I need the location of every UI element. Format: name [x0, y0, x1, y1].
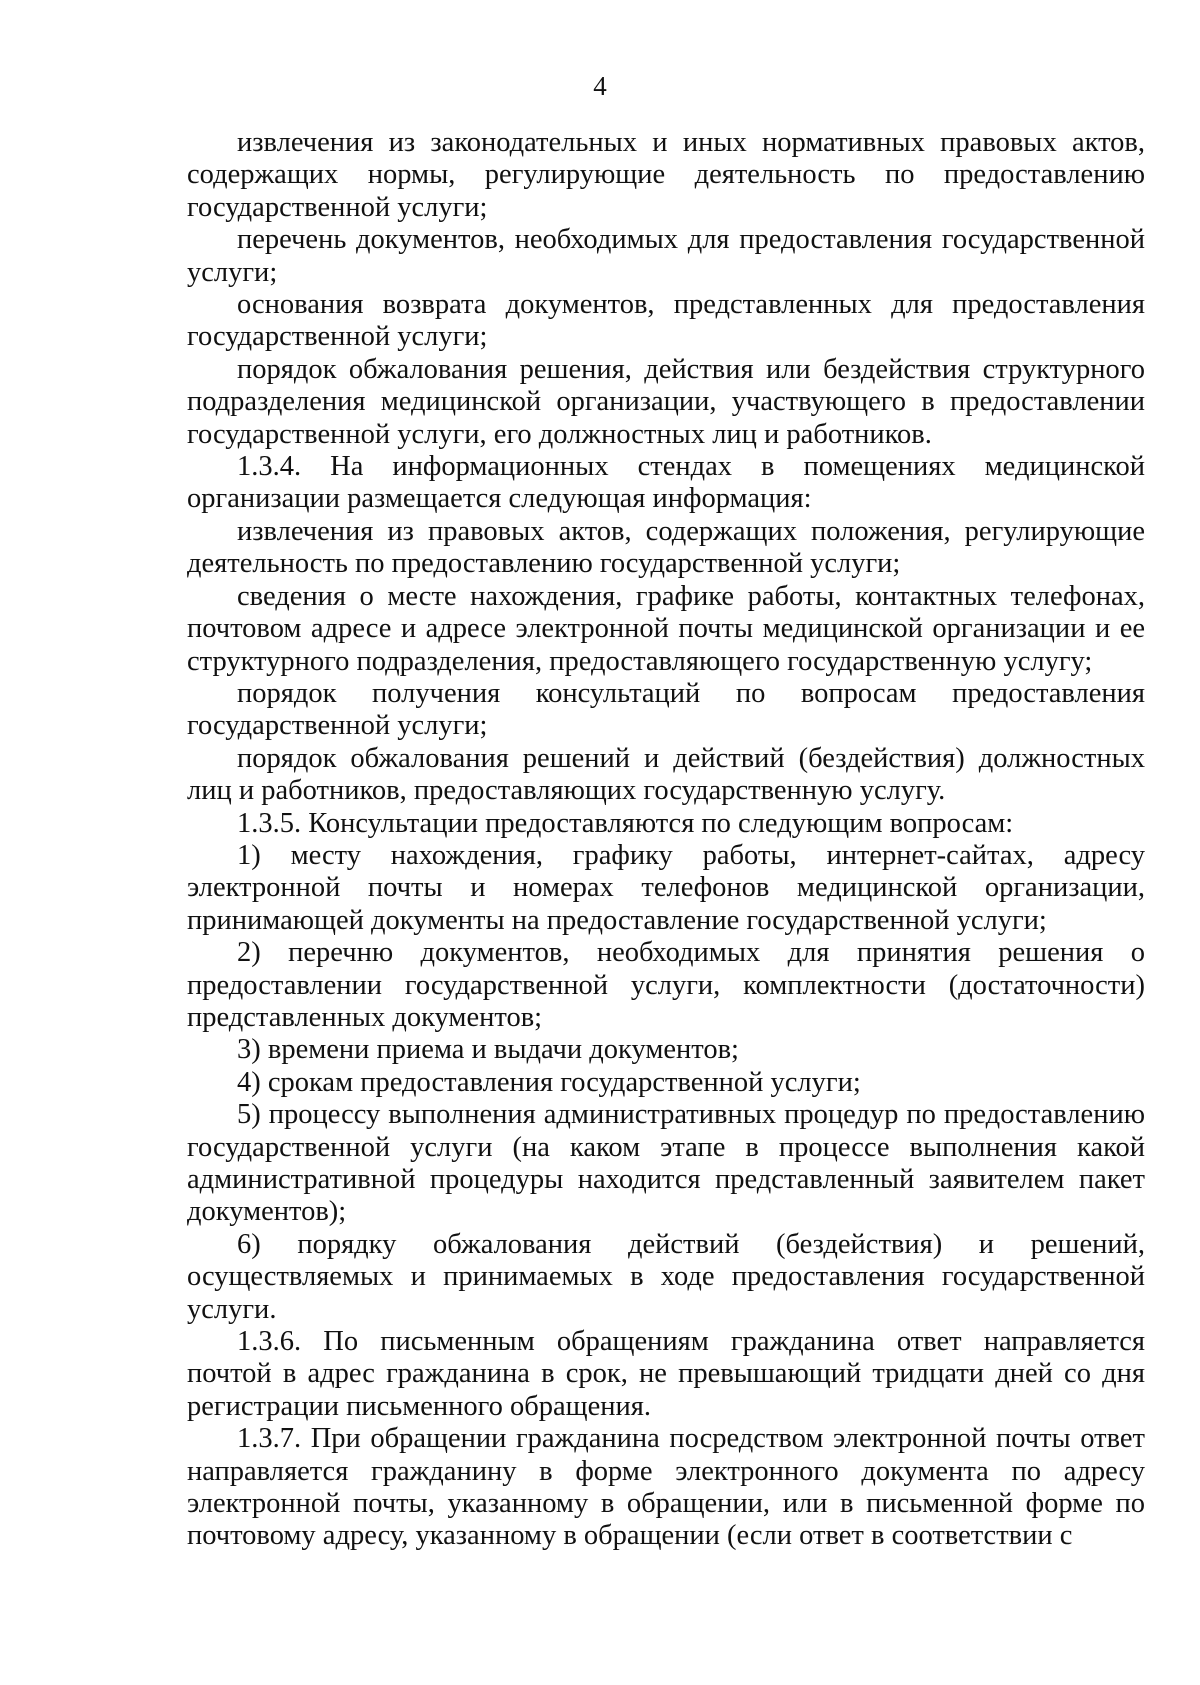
paragraph: перечень документов, необходимых для предоставления государственной услуги;	[187, 224, 1145, 288]
paragraph: основания возврата документов, представленных для предоставления государственной услуги;	[187, 289, 1145, 353]
paragraph: 3) времени приема и выдачи документов;	[237, 1034, 739, 1066]
paragraph: 1.3.6. По письменным обращениям гражданина ответ направляется почтой в адрес гражданина в срок, не превышающий тридцати дней со дня регистрации письменного обращения.	[187, 1326, 1145, 1422]
paragraph: 4) срокам предоставления государственной услуги;	[237, 1066, 861, 1098]
paragraph: 2) перечню документов, необходимых для принятия решения о предоставлении государственной услуги, комплектности (достаточности) представленных документов;	[187, 937, 1145, 1033]
paragraph: 6) порядку обжалования действий (бездействия) и решений, осуществляемых и принимаемых в ходе предоставления государственной услуги.	[187, 1228, 1145, 1325]
paragraph: извлечения из законодательных и иных нормативных правовых актов, содержащих нормы, регулирующие деятельность по предоставлению государственной услуги;	[187, 127, 1145, 223]
paragraph: извлечения из правовых актов, содержащих положения, регулирующие деятельность по предоставлению государственной услуги;	[187, 515, 1145, 580]
paragraph: сведения о месте нахождения, графике работы, контактных телефонах, почтовом адресе и адресе электронной почты медицинской организации и ее структурного подразделения, предоставляющего государственную услугу;	[187, 580, 1145, 677]
paragraph: 1.3.7. При обращении гражданина посредством электронной почты ответ направляется гражданину в форме электронного документа по адресу электронной почты, указанному в обращении, или в письменной форме по почтовому адресу, указанному в обращении (если ответ в соответствии с	[187, 1423, 1145, 1552]
paragraph: 5) процессу выполнения административных процедур по предоставлению государственной услуги (на каком этапе в процессе выполнения какой административной процедуры находится представленный заявителем пакет документов);	[187, 1099, 1145, 1228]
paragraph: порядок получения консультаций по вопросам предоставления государственной услуги;	[187, 677, 1145, 742]
page-number: 4	[593, 71, 607, 101]
document-body	[187, 127, 1145, 1553]
paragraph: порядок обжалования решений и действий (бездействия) должностных лиц и работников, предоставляющих государственную услугу.	[187, 742, 1145, 807]
paragraph: 1) месту нахождения, графику работы, интернет-сайтах, адресу электронной почты и номерах телефонов медицинской организации, принимающей документы на предоставление государственной услуги;	[187, 839, 1145, 936]
paragraph: 1.3.4. На информационных стендах в помещениях медицинской организации размещается следующая информация:	[187, 451, 1145, 515]
paragraph: 1.3.5. Консультации предоставляются по следующим вопросам:	[237, 807, 1014, 839]
paragraph: порядок обжалования решения, действия или бездействия структурного подразделения медицинской организации, участвующего в предоставлении государственной услуги, его должностных лиц и работников.	[187, 353, 1145, 450]
